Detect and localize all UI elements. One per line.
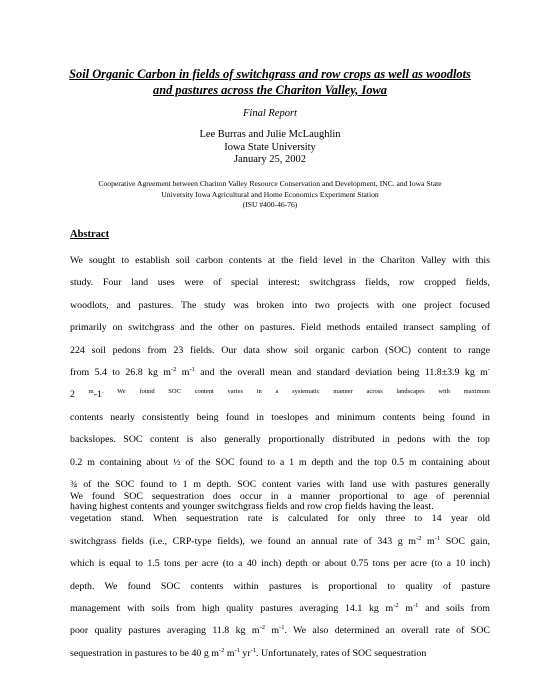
superscript: -2 bbox=[170, 365, 177, 373]
text-run: We found SOC sequestration does occur in a manner proportional to age of perennial bbox=[70, 491, 490, 502]
report-title-line-1: Soil Organic Carbon in fields of switchgrass and row crops as well as woodlots bbox=[69, 67, 471, 81]
text-line bbox=[70, 407, 490, 429]
text-run: . We also determined an overall rate of SOC bbox=[284, 625, 490, 637]
text-run: having highest contents and younger switchgrass fields and row crop fields having the least. bbox=[70, 501, 434, 513]
superscript: -1 bbox=[234, 646, 240, 654]
superscript: . We found SOC content varies in a systematic manner across landscapes with maximum bbox=[101, 388, 490, 396]
text-run: depth. We found SOC contents within pastures is proportional to quality of pasture bbox=[70, 580, 490, 592]
abstract-paragraph-2 bbox=[70, 486, 490, 665]
text-run: yr bbox=[239, 647, 251, 659]
text-line bbox=[70, 317, 490, 339]
text-line bbox=[70, 250, 490, 272]
text-line bbox=[70, 295, 490, 317]
text-run: m bbox=[224, 647, 235, 659]
text-run: primarily on switchgrass and the other on pastures. Field methods entailed transect sampling of bbox=[70, 322, 490, 334]
superscript: -2 bbox=[218, 646, 225, 654]
text-line bbox=[70, 384, 490, 406]
authors: Lee Burras and Julie McLaughlin bbox=[199, 129, 341, 140]
text-run: study. Four land uses were of special interest: switchgrass fields, row cropped fields, bbox=[70, 277, 490, 289]
text-run: sequestration in pastures to be 40 g m bbox=[70, 647, 219, 659]
abstract-heading: Abstract bbox=[70, 229, 110, 240]
report-subtitle: Final Report bbox=[243, 108, 297, 119]
text-line bbox=[70, 598, 490, 620]
text-run: ¾ of the SOC found to 1 m depth. SOC content varies with land use with pastures generally bbox=[70, 478, 490, 490]
text-line bbox=[70, 620, 490, 642]
cooperative-agreement-line-3: (ISU #400-46-76) bbox=[242, 200, 298, 210]
text-line bbox=[70, 508, 490, 530]
report-title-line-2: and pastures across the Chariton Valley, Iowa bbox=[153, 83, 387, 97]
text-run: SOC gain, bbox=[440, 535, 491, 547]
superscript: -1 bbox=[189, 365, 195, 373]
text-line bbox=[70, 340, 490, 362]
text-line bbox=[70, 576, 490, 598]
text-run: backslopes. SOC content is also generally proportionally distributed in pedons with the top bbox=[70, 434, 490, 446]
superscript: - bbox=[487, 365, 490, 373]
text-run: switchgrass fields (i.e., CRP-type fields), we found an annual rate of 343 g m bbox=[70, 535, 416, 547]
text-line bbox=[70, 486, 490, 508]
text-run: which is equal to 1.5 tons per acre (to a 40 inch) depth or about 0.75 tons per acre (to a 10 inch) bbox=[70, 558, 490, 570]
report-date: January 25, 2002 bbox=[233, 154, 307, 165]
cooperative-agreement-line-2: University Iowa Agricultural and Home Economics Experiment Station bbox=[161, 189, 379, 199]
text-run: We sought to establish soil carbon contents at the field level in the Chariton Valley with this bbox=[70, 255, 490, 266]
affiliation: Iowa State University bbox=[224, 141, 316, 153]
text-run: -1 bbox=[93, 389, 102, 401]
superscript: -1 bbox=[279, 624, 285, 632]
text-run: woodlots, and pastures. The study was broken into two projects with one project focused bbox=[70, 299, 490, 311]
text-run: m bbox=[176, 366, 190, 378]
author-block bbox=[0, 129, 540, 167]
text-run: m bbox=[264, 625, 280, 637]
cooperative-agreement-line-1: Cooperative Agreement between Chariton Valley Resource Conservation and Development, INC. and Iowa State bbox=[98, 179, 442, 188]
text-line bbox=[70, 643, 490, 665]
text-run: . Unfortunately, rates of SOC sequestration bbox=[256, 647, 427, 659]
text-line bbox=[70, 531, 490, 553]
text-line bbox=[70, 452, 490, 474]
text-run: and the overall mean and standard deviation being 11.8±3.9 kg m bbox=[194, 366, 488, 378]
text-run: 0.2 m containing about ½ of the SOC found to a 1 m depth and the top 0.5 m containing about bbox=[70, 456, 490, 468]
cooperative-agreement bbox=[40, 179, 500, 211]
text-line bbox=[70, 553, 490, 575]
report-title bbox=[60, 66, 480, 98]
text-run: contents nearly consistently being found in toeslopes and minimum contents being found in bbox=[70, 411, 490, 423]
superscript: m bbox=[74, 388, 94, 396]
text-run: from 5.4 to 26.8 kg m bbox=[70, 366, 171, 378]
text-line bbox=[70, 272, 490, 294]
text-run: poor quality pastures averaging 11.8 kg m bbox=[70, 625, 260, 637]
text-run: 2 bbox=[70, 389, 75, 401]
text-run: management with soils from high quality pastures averaging 14.1 kg m bbox=[70, 602, 394, 614]
text-line bbox=[70, 429, 490, 451]
text-line bbox=[70, 362, 490, 384]
abstract-paragraph-1 bbox=[70, 250, 490, 519]
superscript: -2 bbox=[415, 534, 422, 542]
text-run: m bbox=[421, 535, 435, 547]
superscript: -1 bbox=[250, 646, 257, 654]
superscript: -1 bbox=[434, 534, 441, 542]
text-run: vegetation stand. When sequestration rate is calculated for only three to 14 year old bbox=[70, 513, 490, 525]
text-run: m bbox=[398, 602, 413, 614]
text-run: 224 soil pedons from 23 fields. Our data show soil organic carbon (SOC) content to range bbox=[70, 344, 490, 356]
superscript: -1 bbox=[412, 601, 419, 609]
superscript: -2 bbox=[393, 601, 399, 609]
superscript: -2 bbox=[259, 624, 265, 632]
text-run: and soils from bbox=[418, 602, 490, 614]
